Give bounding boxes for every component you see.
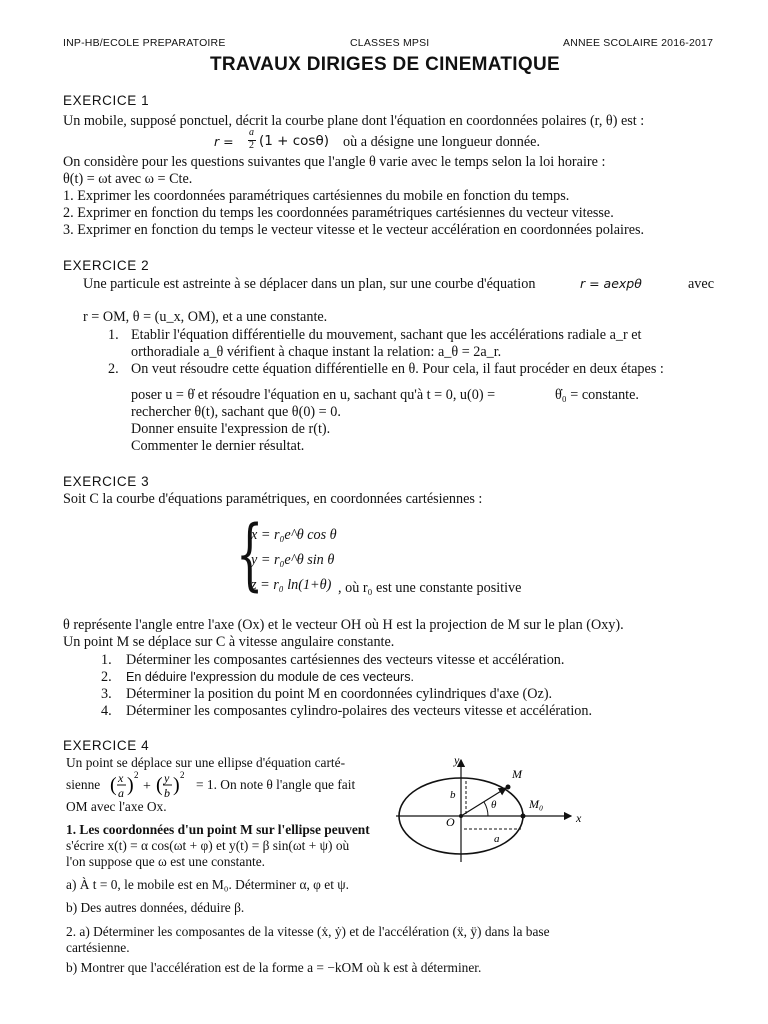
fig-label-y: y: [454, 754, 460, 767]
svg-text:a: a: [118, 786, 124, 800]
ex2-item2: On veut résoudre cette équation différentielle en θ. Pour cela, il faut procéder en deux étapes :: [131, 361, 664, 377]
ex2-line2: r = OM, θ = (u_x, OM), et a une constante.: [83, 309, 328, 325]
ex1-line1: Un mobile, supposé ponctuel, décrit la courbe plane dont l'équation en coordonnées polaires (r, θ) est :: [63, 113, 645, 129]
ex3-item-4-num: 4.: [101, 703, 112, 719]
point-m0: [521, 814, 526, 819]
ex2-item1b: orthoradiale a_θ vérifient à chaque instant la relation: a_θ = 2a_r.: [131, 344, 502, 360]
ex4-p1: Un point se déplace sur une ellipse d'équation carté-: [66, 755, 346, 770]
ex4-q2c: b) Montrer que l'accélération est de la forme a = −kOM où k est à déterminer.: [66, 960, 482, 975]
svg-text:): ): [173, 774, 180, 796]
sys-y: y = r₀e^θ sin θ: [251, 552, 335, 568]
om-vector: [461, 788, 506, 816]
fig-label-b: b: [450, 789, 456, 801]
ex3-item-4: Déterminer les composantes cylindro-polaires des vecteurs vitesse et accélération.: [126, 703, 593, 719]
system-brace: {: [236, 510, 264, 600]
header-right: ANNEE SCOLAIRE 2016-2017: [563, 37, 714, 49]
ex4-scanned-box: [62, 754, 604, 979]
svg-text:2: 2: [180, 770, 185, 780]
svg-text:b: b: [164, 786, 170, 800]
ex4-p2a: sienne: [66, 777, 101, 792]
ellipse-figure: [396, 754, 604, 864]
ex3-line1: Soit C la courbe d'équations paramétriques, en coordonnées cartésiennes :: [63, 491, 483, 507]
ex2-item2-num: 2.: [108, 361, 119, 377]
fig-label-m0: M₀: [529, 797, 544, 811]
page-title: TRAVAUX DIRIGES DE CINEMATIQUE: [210, 54, 560, 75]
header-left: INP-HB/ECOLE PREPARATOIRE: [63, 37, 226, 49]
eq-tail: où a désigne une longueur donnée.: [343, 134, 540, 150]
ex3-item-3-num: 3.: [101, 686, 112, 702]
ex1-line3: θ(t) = ωt avec ω = Cte.: [63, 171, 193, 187]
ex4-p3: OM avec l'axe Ox.: [66, 799, 167, 814]
ex3-system: [236, 510, 558, 600]
ex4-q2a: 2. a) Déterminer les composantes de la vitesse (ẋ, ẏ) et de l'accélération (ẍ, ÿ) dans la base: [66, 924, 550, 939]
ex3-heading: EXERCICE 3: [63, 474, 150, 489]
fig-label-o: O: [446, 815, 455, 829]
ex1-equation: [202, 127, 582, 153]
ex4-p5: s'écrire x(t) = α cos(ωt + φ) et y(t) = β sin(ωt + ψ) où: [66, 838, 350, 853]
point-m: [506, 785, 511, 790]
ex2-step2: rechercher θ(t), sachant que θ(0) = 0.: [131, 404, 341, 420]
ex4-q2b: cartésienne.: [66, 940, 130, 955]
ex3-line2: θ représente l'angle entre l'axe (Ox) et le vecteur OH où H est la projection de M sur le plan (Oxy).: [63, 617, 624, 633]
ex3-item-3: Déterminer la position du point M en coordonnées cylindriques d'axe (Oz).: [126, 686, 553, 702]
ex2-heading: EXERCICE 2: [63, 258, 150, 273]
ex4-p6: l'on suppose que ω est une constante.: [66, 854, 266, 869]
ex3-item-2-num: 2.: [101, 669, 112, 685]
header-center: CLASSES MPSI: [350, 37, 430, 49]
svg-text:y: y: [164, 771, 170, 785]
ex2-item1a: Etablir l'équation différentielle du mouvement, sachant que les accélérations radiale a_r et: [131, 327, 642, 343]
ex4-qa: a) À t = 0, le mobile est en M₀. Déterminer α, φ et ψ.: [66, 877, 350, 892]
fig-label-m: M: [512, 767, 522, 781]
ex2-item1-num: 1.: [108, 327, 119, 343]
fig-label-theta: θ: [491, 799, 497, 811]
ex4-ellipse-equation: [110, 769, 198, 803]
ex1-line2: On considère pour les questions suivantes que l'angle θ varie avec le temps selon la loi horaire :: [63, 154, 606, 170]
ex2-line1-eq: r = aexpθ: [580, 276, 642, 291]
ex4-heading: EXERCICE 4: [63, 738, 150, 753]
ex2-line1-tail: avec: [688, 276, 714, 292]
ex3-item-1-num: 1.: [101, 652, 112, 668]
ex2-step1: poser u = θ̇ et résoudre l'équation en u, sachant qu'à t = 0, u(0) =: [131, 387, 496, 403]
svg-text:2: 2: [134, 770, 139, 780]
ex2-step4: Commenter le dernier résultat.: [131, 438, 305, 454]
eq-paren: (1 + cosθ): [259, 133, 329, 149]
fig-label-a: a: [494, 833, 500, 845]
ex1-q3: 3. Exprimer en fonction du temps le vecteur vitesse et le vecteur accélération en coordonnées polaires.: [63, 222, 645, 238]
ex4-qb: b) Des autres données, déduire β.: [66, 900, 245, 915]
svg-text:x: x: [118, 771, 124, 785]
eq-frac-num: a: [249, 127, 254, 138]
eq-r: r =: [214, 134, 234, 149]
sys-x: x = r₀e^θ cos θ: [251, 527, 337, 543]
sys-z: z = r₀ ln(1+θ): [251, 577, 332, 593]
ex4-p2b: = 1. On note θ l'angle que fait: [196, 777, 356, 792]
ex2-line1: Une particule est astreinte à se déplacer dans un plan, sur une courbe d'équation: [83, 276, 536, 292]
ex1-heading: EXERCICE 1: [63, 93, 150, 108]
ex4-p4: 1. Les coordonnées d'un point M sur l'ellipse peuvent: [66, 822, 370, 837]
theta-arc: [484, 802, 488, 816]
ex1-q1: 1. Exprimer les coordonnées paramétriques cartésiennes du mobile en fonction du temps.: [63, 188, 570, 204]
ex1-q2: 2. Exprimer en fonction du temps les coordonnées paramétriques cartésiennes du vecteur vitesse.: [63, 205, 614, 221]
ex3-item-1: Déterminer les composantes cartésiennes des vecteurs vitesse et accélération.: [126, 652, 565, 668]
ex2-step3: Donner ensuite l'expression de r(t).: [131, 421, 331, 437]
eq-frac-den: 2: [249, 140, 254, 151]
sys-tail: , où r₀ est une constante positive: [338, 580, 522, 596]
svg-text:+: +: [143, 779, 151, 794]
svg-text:): ): [127, 774, 134, 796]
ex3-item-2: En déduire l'expression du module de ces vecteurs.: [126, 670, 415, 684]
fig-label-x: x: [576, 811, 582, 825]
point-o: [459, 814, 463, 818]
svg-text:(: (: [110, 774, 117, 796]
ex3-line3: Un point M se déplace sur C à vitesse angulaire constante.: [63, 634, 395, 650]
ex2-step1-end: θ̇₀ = constante.: [555, 387, 639, 403]
svg-text:(: (: [156, 774, 163, 796]
